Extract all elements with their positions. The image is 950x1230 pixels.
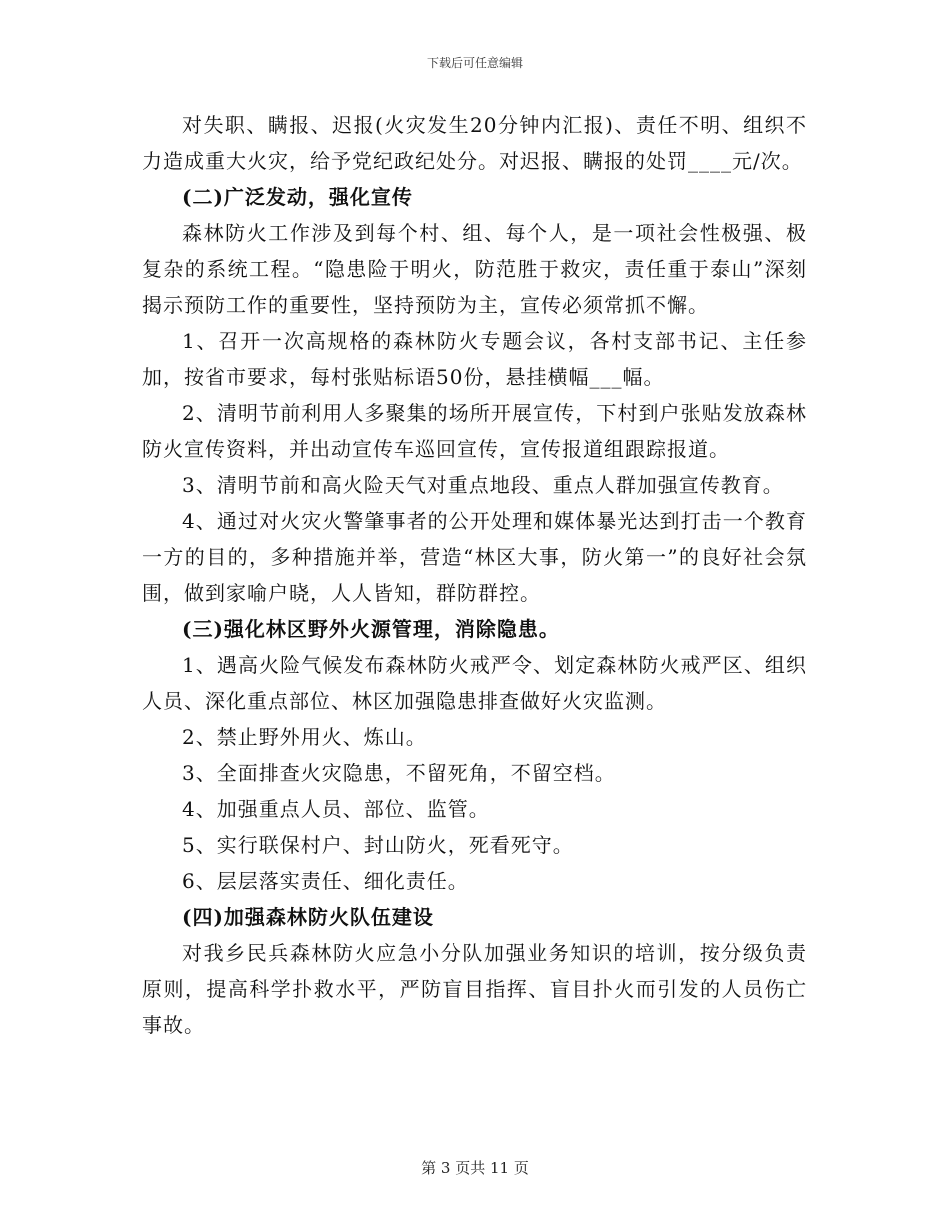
list-item: 5、实行联保村户、封山防火，死看死守。: [182, 833, 574, 857]
list-item: 1、召开一次高规格的森林防火专题会议，各村支部书记、主任参加，按省市要求，每村张贴标语50份，悬挂横幅___幅。: [142, 329, 807, 389]
list-item: 1、遇高火险气候发布森林防火戒严令、划定森林防火戒严区、组织人员、深化重点部位、林区加强隐患排查做好火灾监测。: [142, 653, 807, 713]
list-item: 2、清明节前利用人多聚集的场所开展宣传，下村到户张贴发放森林防火宣传资料，并出动宣传车巡回宣传，宣传报道组跟踪报道。: [142, 401, 807, 461]
section-heading-3: (三)强化林区野外火源管理，消除隐患。: [182, 617, 560, 641]
list-item: 3、全面排查火灾隐患，不留死角，不留空档。: [182, 761, 616, 785]
list-item: 2、禁止野外用火、炼山。: [182, 725, 427, 749]
list-item: 4、通过对火灾火警肇事者的公开处理和媒体暴光达到打击一个教育一方的目的，多种措施并举，营造“林区大事，防火第一”的良好社会氛围，做到家喻户晓，人人皆知，群防群控。: [142, 509, 807, 605]
list-item: 4、加强重点人员、部位、监管。: [182, 797, 490, 821]
document-body: [142, 107, 807, 1043]
section-heading-2: (二)广泛发动，强化宣传: [182, 185, 413, 209]
paragraph-penalty: 对失职、瞒报、迟报(火灾发生20分钟内汇报)、责任不明、组织不力造成重大火灾，给予党纪政纪处分。对迟报、瞒报的处罚____元/次。: [142, 113, 807, 173]
list-item: 3、清明节前和高火险天气对重点地段、重点人群加强宣传教育。: [182, 473, 784, 497]
list-item: 6、层层落实责任、细化责任。: [182, 869, 469, 893]
page-header: 下载后可任意编辑: [426, 56, 523, 70]
page-number: 第 3 页共 11 页: [421, 1159, 529, 1177]
section-heading-4: (四)加强森林防火队伍建设: [182, 905, 434, 929]
paragraph-team-building: 对我乡民兵森林防火应急小分队加强业务知识的培训，按分级负责原则，提高科学扑救水平，严防盲目指挥、盲目扑火而引发的人员伤亡事故。: [142, 941, 807, 1037]
paragraph-propaganda-intro: 森林防火工作涉及到每个村、组、每个人，是一项社会性极强、极复杂的系统工程。“隐患险于明火，防范胜于救灾，责任重于泰山”深刻揭示预防工作的重要性，坚持预防为主，宣传必须常抓不懈。: [142, 221, 807, 317]
